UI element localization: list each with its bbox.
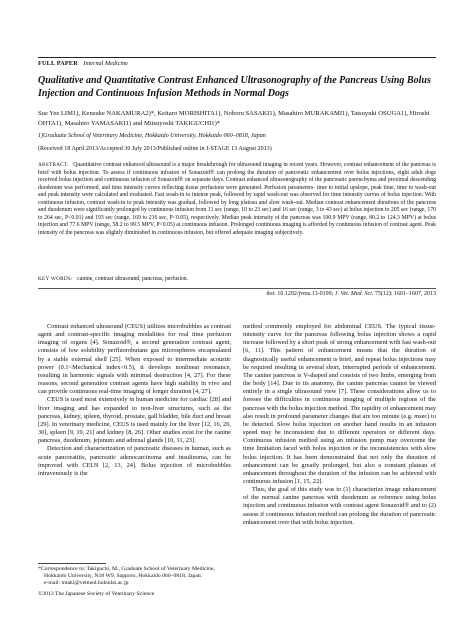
paper-title: Qualitative and Quantitative Contrast Enhanced Ultrasonography of the Pancreas Using Bolus Injection and Continuous Infusion Methods in Normal Dogs bbox=[38, 75, 431, 99]
header-rule bbox=[38, 57, 436, 58]
body-paragraph: Contrast enhanced ultrasound (CEUS) utilizes microbubbles as contrast agent and contrast-specific imaging modalities for real time perfusion imaging of organs [4]. Sonazoid®, a second generation contrast agent, consists of low solubility perfluorobutane gas microspheres encapsulated by a stable external shell [25]. When exposed to intermediate acoustic power (0.1<Mechanical index<0.5), it develops nonlinear resonance, resulting in harmonic signals with minimal destruction [4, 27]. For these reasons, second generation contrast agents have high stability in vivo and can provide continuous real-time imaging of longer duration [4, 27]. bbox=[38, 323, 231, 396]
keywords-text: canine, contrast ultrasound, pancreas, perfusion. bbox=[77, 276, 189, 282]
publication-dates: (Received 18 April 2013/Accepted 30 July 2013/Published online in J-STAGE 13 August 2013) bbox=[38, 146, 272, 152]
article-section: Internal Medicine bbox=[83, 60, 128, 67]
keywords bbox=[38, 276, 436, 284]
abstract-text: Quantitative contrast enhanced ultrasound is a major breakthrough for ultrasound imaging in recent years. However, contrast enhancement of the pancreas is brief with bolus injection. To assess if continuous infusion of Sonazoid® can prolong the duration of pancreatic enhancement over bolus injections, eight adult dogs received bolus injection and continuous infusion of Sonazoid® on separate days. Contrast enhanced ultrasonography of the pancreatic parenchyma and proximal descending duodenum was performed, and time intensity curves reflecting tissue perfusions were generated. Perfusion parameters- time to initial upslope, peak time, time to wash-out and peak intensity were calculated and evaluated. Fast wash-in to intense peak, followed by rapid wash-out was observed for time intensity curves of bolus injection. With continuous infusion, contrast wash-in to peak intensity was gradual, followed by long plateau and slow wash-out. Median contrast enhancement durations of the pancreas and duodenum were significantly prolonged by continuous infusion from 11 sec (range, 10 to 23 sec) and 16 sec (range, 3 to 43 sec) at bolus injection to 205 sec (range, 170 to 264 sec, P<0.01) and 193 sec (range, 169 to 216 sec, P<0.05), respectively. Median peak intensity of the pancreas was 100.9 MPV (range, 80.2 to 124.3 MPV) at bolus injection and 77.6 MPV (range, 58.2 to 99.5 MPV, P<0.05) at continuous infusion. Prolonged continuous imaging is afforded by continuous infusion of contrast agent. Peak intensity of the pancreas was slightly diminished in continuous infusion, but offered adequate imaging subjectively. bbox=[38, 162, 437, 236]
article-header bbox=[38, 60, 128, 67]
abstract-separator bbox=[38, 288, 436, 289]
footnote bbox=[38, 566, 231, 598]
body-column-left bbox=[38, 323, 231, 478]
body-paragraph: Detection and characterization of pancreatic diseases in human, such as acute pancreatitis, pancreatic adenocarcinoma and insulinoma, can be improved with CEUS [2, 13, 24]. Bolus injection of microbubbles intravenously is the bbox=[38, 445, 231, 477]
affiliation: 1)Graduate School of Veterinary Medicine, Hokkaido University, Hokkaido 060–0818, Japan bbox=[38, 133, 266, 139]
abstract-label: ABSTRACT. bbox=[38, 162, 69, 168]
abstract bbox=[38, 162, 436, 237]
body-paragraph: method commonly employed for abdominal CEUS. The typical tissue-intensity curve for the pancreas following bolus injection shows a rapid increase followed by a short peak of strong enhancement with fast wash-out [6, 11]. This pattern of enhancement means that the duration of diagnostically useful enhancement is brief, and repeat bolus injections may be required resulting in several short, interrupted periods of enhancement. The canine pancreas is V-shaped and consists of two limbs, emerging from the body [14]. Due to its anatomy, the canine pancreas cannot be viewed entirely in a single ultrasound view [7]. These considerations allow us to foresee the difficulties in continuous imaging of multiple regions of the pancreas with the bolus injection method. The rapidity of enhancement may also result in profound parameter changes that are too minute (e.g. msec) to be detected. Slow bolus injection on another hand results in an infusion speed may be inconsistent due to different operators or different days. Continuous infusion method using an infusion pump may overcome the time limitation faced with bolus injection or the inconsistencies with slow bolus injection. It has been demonstrated that not only the duration of enhancement can be greatly prolonged, but also a constant plateau of enhancement throughout the duration of the infusion can be achieved with continuous infusion [1, 15, 22]. bbox=[243, 323, 436, 485]
body-paragraph: CEUS is used most extensively in human medicine for cardiac [28] and liver imaging and has expanded to non-liver structures, such as the pancreas, kidney, spleen, thyroid, prostate, gall bladder, bile duct and breast [29]. In veterinary medicine, CEUS is used mainly for the liver [12, 16, 20, 30], spleen [9, 19, 21] and kidney [8, 26]. Other studies exist for the canine pancreas, duodenum, jejunum and adrenal glands [10, 11, 23]. bbox=[38, 396, 231, 445]
body-paragraph: Thus, the goal of this study was to (1) characterize image enhancement of the normal canine pancreas with duodenum as reference using bolus injection and continuous infusion with contrast agent Sonazoid® and to (2) assess if continuous infusion method can prolong the duration of pancreatic enhancement over that with bolus injection. bbox=[243, 486, 436, 526]
journal-name: J. Vet. Med. Sci. bbox=[334, 291, 374, 297]
footnote-rule bbox=[38, 563, 106, 564]
author-list: Sue Yee LIM1), Kensuke NAKAMURA2)*, Keitaro MORISHITA1), Noboru SASAKI1), Masahiro MURAKAMI1), Tatsuyuki OSUGA1), Hiroshi OHTA1), Masahiro YAMASAKI1) and Mitsuyoshi TAKIGUCHI1)* bbox=[38, 110, 430, 127]
keywords-label: KEY WORDS: bbox=[38, 276, 73, 282]
citation-line bbox=[38, 290, 436, 298]
correspondence-email[interactable]: e-mail: mtaki@vetmed.hokudai.ac.jp bbox=[44, 580, 129, 587]
copyright-notice: ©2013 The Japanese Society of Veterinary Science bbox=[38, 590, 155, 597]
journal-volume: 75(12): 1601–1607, 2013 bbox=[373, 291, 436, 297]
doi[interactable]: doi: 10.1292/jvms.13-0199; bbox=[266, 291, 335, 297]
body-column-right bbox=[243, 323, 436, 527]
article-type: FULL PAPER bbox=[38, 60, 78, 67]
correspondence-note: *Correspondence to: Takiguchi, M., Graduate School of Veterinary Medicine, Hokkaido University, N18 W9, Sapporo, Hokkaido 060–0818, Japan. bbox=[38, 566, 215, 580]
